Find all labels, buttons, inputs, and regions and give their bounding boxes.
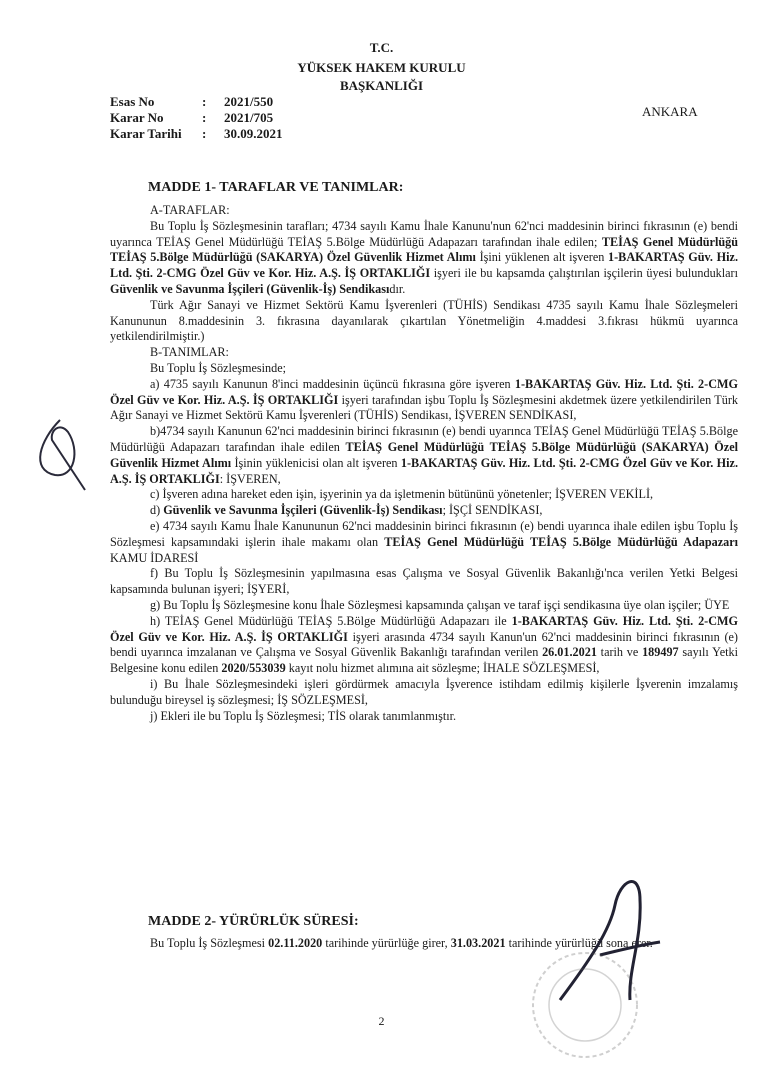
text-run: işyeri tarafından işbu Toplu İş Sözleşmesini akdetmek üzere yetkilendirilen Türk Ağır Sanayi ve Hizmet Sektörü Kamu İşverenleri (TÜHİS) Sendikası, İŞVEREN SENDİKASI, <box>110 392 738 423</box>
bold-run: TEİAŞ Genel Müdürlüğü TEİAŞ 5.Bölge Müdürlüğü Adapazarı <box>384 534 738 549</box>
madde2-title: MADDE 2- YÜRÜRLÜK SÜRESİ: <box>148 914 359 929</box>
text-run: : İŞVEREN, <box>219 471 281 486</box>
bold-run: 31.03.2021 <box>450 936 506 950</box>
margin-initial-mark <box>40 420 85 490</box>
text-run: c) İşveren adına hareket eden işin, işyerinin ya da işletmenin bütününü yönetenler; İŞVEREN VEKİLİ, <box>150 487 654 502</box>
a-paragraph-2: Türk Ağır Sanayi ve Hizmet Sektörü Kamu İşverenleri (TÜHİS) Sendikası 4735 sayılı Kamu İhale Sözleşmeleri Kanununun 8.maddesinin 3. fıkrasına dayanılarak çıkartılan Yönetmeliğin 4.maddesi 3.fıkrası hükmü uyarınca yetkilendirilmiştir.) <box>110 297 738 344</box>
bold-run: 1-BAKARTAŞ Güv. Hiz. Ltd. Şti. 2-CMG Özel Güv ve Kor. Hiz. A.Ş. İŞ ORTAKLIĞI <box>110 455 738 486</box>
page-number: 2 <box>378 1014 385 1028</box>
meta-colon: : <box>202 110 207 125</box>
bold-run: 1-BAKARTAŞ Güv. Hiz. Ltd. Şti. 2-CMG Özel Güv ve Kor. Hiz. A.Ş. İŞ ORTAKLIĞI <box>110 250 738 281</box>
text-run: tarihinde yürürlüğe girer, <box>322 936 451 950</box>
signature-icon <box>560 881 660 1000</box>
a-label: A-TARAFLAR: <box>150 203 230 217</box>
bold-run: TEİAŞ Genel Müdürlüğü TEİAŞ 5.Bölge Müdürlüğü (SAKARYA) Özel Güvenlik Hizmet Alımı <box>110 234 739 265</box>
bold-run: 189497 <box>642 645 679 660</box>
b-intro: Bu Toplu İş Sözleşmesinde; <box>150 360 287 375</box>
text-run: işyeri ile bu kapsamda çalıştırılan işçilerin üyesi bulundukları <box>430 266 738 281</box>
meta-colon: : <box>202 94 207 109</box>
text-run: d) <box>150 503 164 518</box>
text-run: tarih ve <box>596 645 643 660</box>
text-run: tarihinde yürürlüğü sona erer. <box>505 936 653 950</box>
text-run: sayılı Yetki Belgesine konu edilen <box>110 645 738 676</box>
header-tc: T.C. <box>369 40 394 55</box>
bold-run: Güvenlik ve Savunma İşçileri (Güvenlik-İş) Sendikası <box>163 503 443 518</box>
bold-run: 1-BAKARTAŞ Güv. Hiz. Ltd. Şti. 2-CMG Özel Güv ve Kor. Hiz. A.Ş. İŞ ORTAKLIĞI <box>110 613 739 644</box>
meta-value: 2021/705 <box>224 110 274 125</box>
text-run: Bu Toplu İş Sözleşmesi <box>150 936 269 950</box>
meta-key: Karar Tarihi <box>110 126 182 141</box>
text-run: kayıt nolu hizmet alımına ait sözleşme; İHALE SÖZLEŞMESİ, <box>285 661 600 676</box>
text-run: dır. <box>389 281 406 296</box>
city: ANKARA <box>642 104 698 119</box>
meta-key: Esas No <box>110 94 155 109</box>
text-run: g) Bu Toplu İş Sözleşmesine konu İhale Sözleşmesi kapsamında çalışan ve taraf işçi sendikasına üye olan işçiler; ÜYE <box>150 597 730 612</box>
text-run: i) Bu İhale Sözleşmesindeki işleri gördürmek amacıyla İşverence istihdam edilmiş kişilerle İşverenin imzalamış bulunduğu bireysel iş sözleşmesi; İŞ SÖZLEŞMESİ, <box>110 676 738 707</box>
text-run: İşini yüklenen alt işveren <box>475 250 609 265</box>
text-run: b)4734 sayılı Kanunun 62'nci maddesinin birinci fıkrasının (e) bendi uyarınca TEİAŞ Genel Müdürlüğü TEİAŞ 5.Bölge Müdürlüğü Adapazarı tarafından ihale edilen <box>110 424 738 454</box>
text-run: KAMU İDARESİ <box>110 550 199 565</box>
text-run: işyeri arasında 4734 sayılı Kanun'un 62'nci maddesinin birinci fıkrasının (e) bendi uyarınca imzalanan ve Çalışma ve Sosyal Güvenlik Bakanlığı tarafından verilen <box>110 629 738 660</box>
meta-key: Karar No <box>110 110 164 125</box>
bold-run: Güvenlik ve Savunma İşçileri (Güvenlik-İş) Sendikası <box>110 281 390 296</box>
official-seal-icon <box>533 953 637 1057</box>
text-run: h) TEİAŞ Genel Müdürlüğü TEİAŞ 5.Bölge Müdürlüğü Adapazarı ile <box>150 613 512 628</box>
text-run: f) Bu Toplu İş Sözleşmesinin yapılmasına esas Çalışma ve Sosyal Güvenlik Bakanlığı'nca verilen Yetki Belgesi kapsamında bulunan işyeri; İŞYERİ, <box>110 566 738 597</box>
text-run: ; İŞÇİ SENDİKASI, <box>442 503 543 518</box>
text-run: Bu Toplu İş Sözleşmesinin tarafları; 4734 sayılı Kamu İhale Kanunu'nun 62'nci maddesinin birinci fıkrasının (e) bendi uyarınca TEİAŞ Genel Müdürlüğü TEİAŞ 5.Bölge Müdürlüğü Adapazarı tarafından ihale edilen; <box>110 218 738 249</box>
text-run: a) 4735 sayılı Kanunun 8'inci maddesinin üçüncü fıkrasına göre işveren <box>150 376 515 391</box>
header-department: BAŞKANLIĞI <box>339 78 424 93</box>
text-run: İşinin yüklenicisi olan alt işveren <box>231 455 401 470</box>
madde1-title: MADDE 1- TARAFLAR VE TANIMLAR: <box>148 180 404 195</box>
bold-run: 1-BAKARTAŞ Güv. Hiz. Ltd. Şti. 2-CMG Özel Güv ve Kor. Hiz. A.Ş. İŞ ORTAKLIĞI <box>110 376 738 407</box>
meta-colon: : <box>202 126 207 141</box>
header-institution: YÜKSEK HAKEM KURULU <box>297 60 466 75</box>
b-label: B-TANIMLAR: <box>150 345 229 360</box>
text-run: e) 4734 sayılı Kamu İhale Kanununun 62'nci maddesinin birinci fıkrasının (e) bendi uyarınca ihale edilen işbu Toplu İş Sözleşmesi kapsamındaki işlerin ihale makamı olan <box>110 518 738 549</box>
bold-run: 26.01.2021 <box>542 645 597 660</box>
meta-value: 30.09.2021 <box>224 126 283 141</box>
bold-run: 02.11.2020 <box>268 936 323 950</box>
meta-value: 2021/550 <box>224 94 274 109</box>
bold-run: TEİAŞ Genel Müdürlüğü TEİAŞ 5.Bölge Müdürlüğü (SAKARYA) Özel Güvenlik Hizmet Alımı <box>110 439 738 470</box>
text-run: j) Ekleri ile bu Toplu İş Sözleşmesi; TİS olarak tanımlanmıştır. <box>150 708 457 723</box>
bold-run: 2020/553039 <box>221 661 286 676</box>
